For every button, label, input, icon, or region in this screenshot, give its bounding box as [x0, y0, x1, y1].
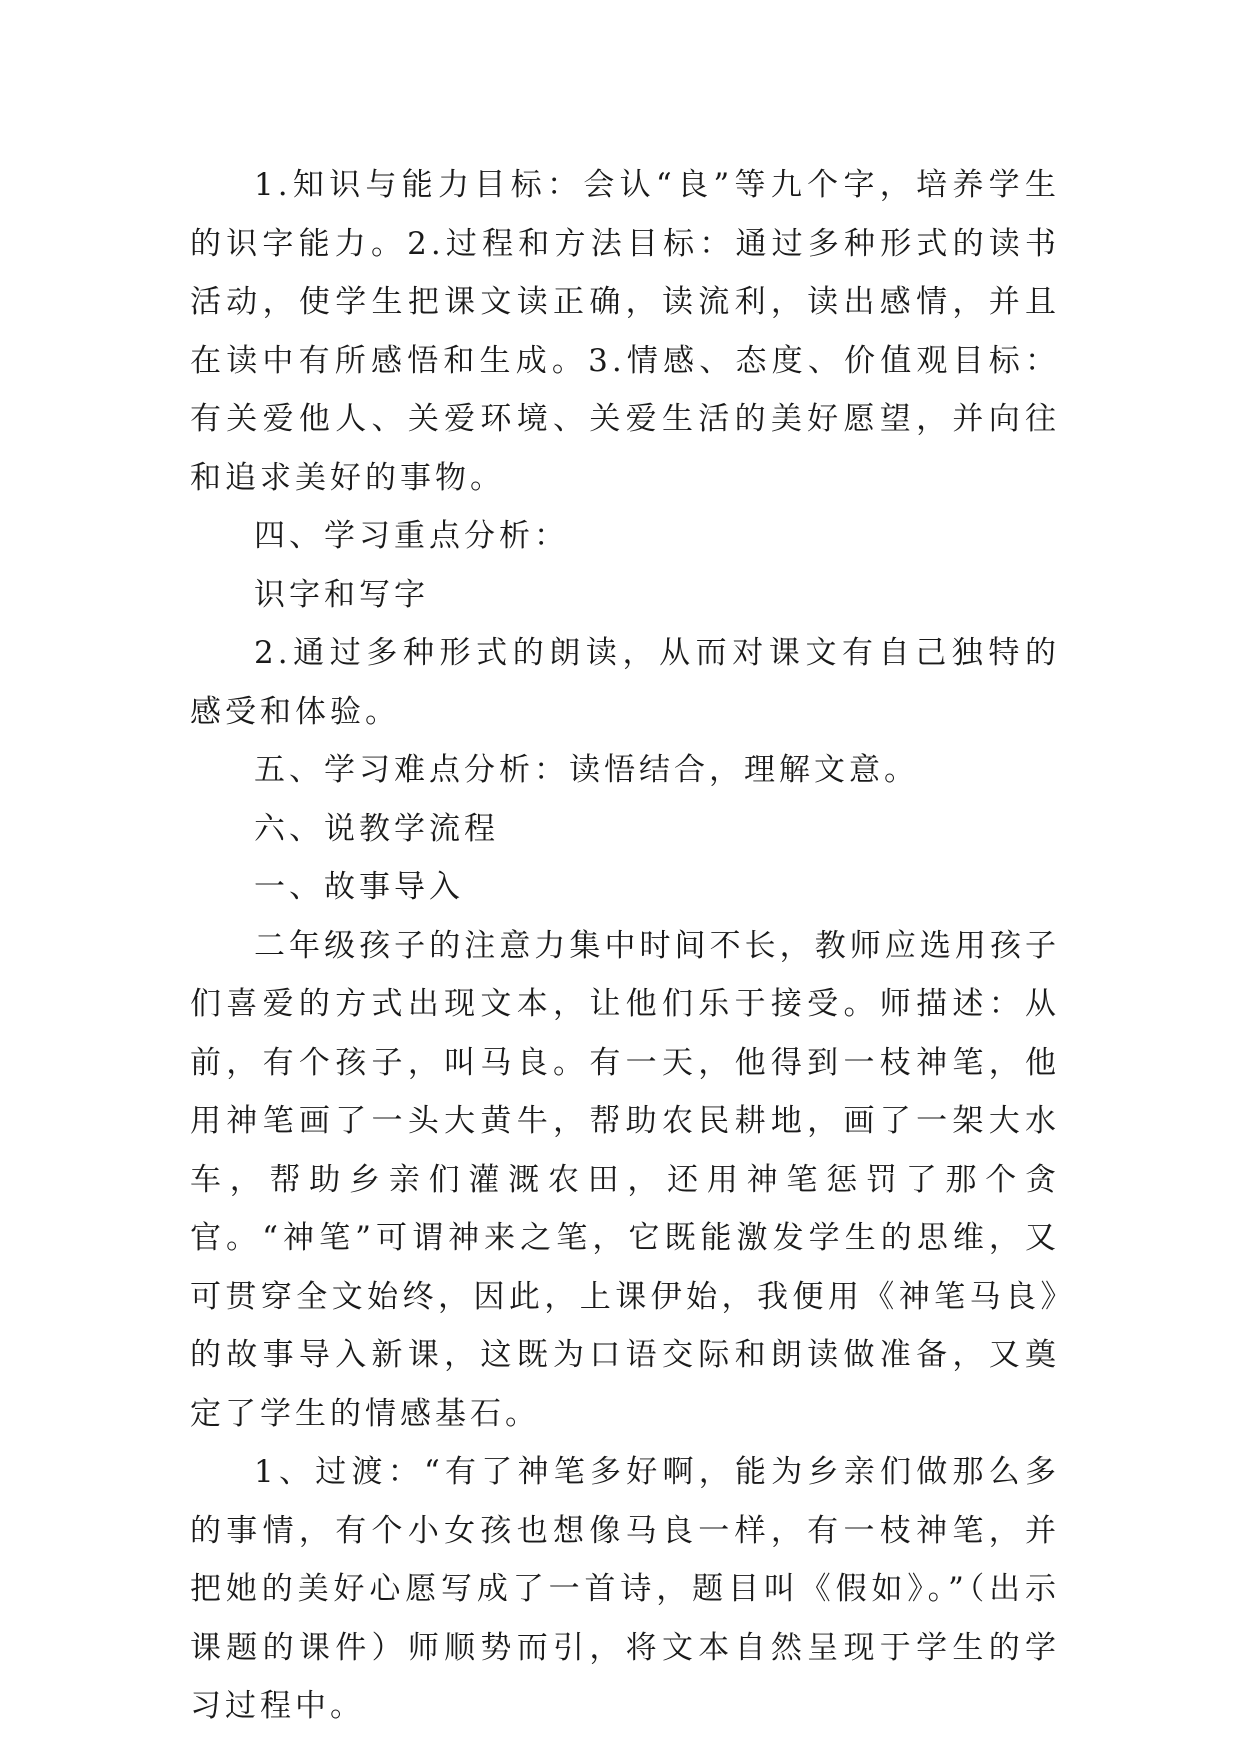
- paragraph-story-intro-heading: 一、故事导入: [254, 869, 464, 905]
- paragraph-story-intro: 二年级孩子的注意力集中时间不长，教师应选用孩子们喜爱的方式出现文本，让他们乐于接受。师描述：从前，有个孩子，叫马良。有一天，他得到一枝神笔，他用神笔画了一头大黄牛，帮助农民耕地，画了一架大水车，帮助乡亲们灌溉农田，还用神笔惩罚了那个贪官。“神笔”可谓神来之笔，它既能激发学生的思维，又可贯穿全文始终，因此，上课伊始，我便用《神笔马良》的故事导入新课，这既为口语交际和朗读做准备，又奠定了学生的情感基石。: [190, 927, 1060, 1432]
- paragraph-key-point-2: 2.通过多种形式的朗读，从而对课文有自己独特的感受和体验。: [190, 635, 1060, 730]
- paragraph-difficulty: 五、学习难点分析：读悟结合，理解文意。: [254, 752, 919, 788]
- paragraph-key-point-1: 识字和写字: [254, 576, 429, 613]
- paragraph-teaching-flow-heading: 六、说教学流程: [254, 810, 499, 847]
- paragraph-transition: 1、过渡：“有了神笔多好啊，能为乡亲们做那么多的事情，有个小女孩也想像马良一样，有一枝神笔，并把她的美好心愿写成了一首诗，题目叫《假如》。”（出示课题的课件）师顺势而引，将文本自然呈现于学生的学习过程中。: [190, 1454, 1060, 1724]
- document-body: [190, 156, 1060, 1736]
- paragraph-key-points-heading: 四、学习重点分析：: [254, 518, 569, 554]
- paragraph-objectives: 1.知识与能力目标：会认“良”等九个字，培养学生的识字能力。2.过程和方法目标：通过多种形式的读书活动，使学生把课文读正确，读流利，读出感情，并且在读中有所感悟和生成。3.情感、态度、价值观目标：有关爱他人、关爱环境、关爱生活的美好愿望，并向往和追求美好的事物。: [190, 167, 1060, 496]
